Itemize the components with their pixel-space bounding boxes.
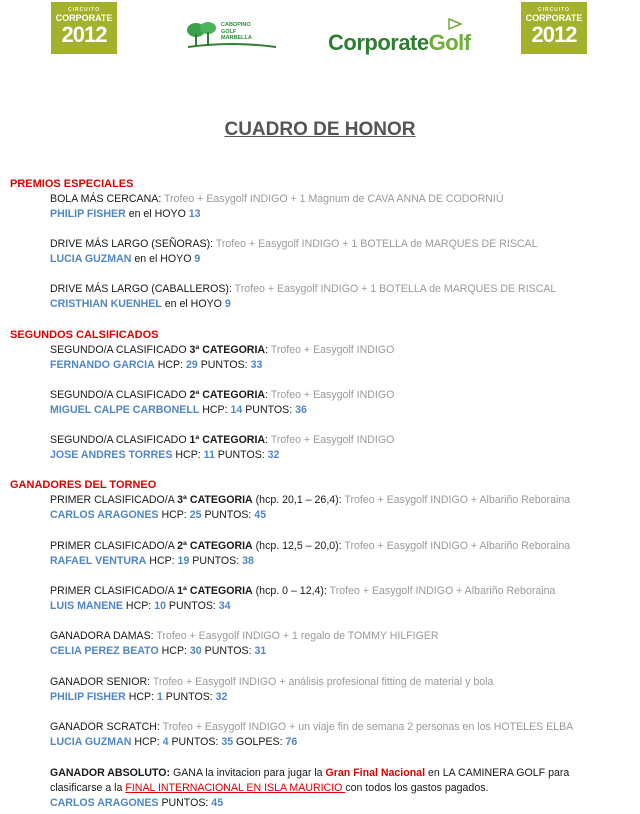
segundo-2-winner-line: MIGUEL CALPE CARBONELL HCP: 14 PUNTOS: 36 — [50, 404, 307, 416]
badge-small-text: CIRCUITO — [67, 7, 101, 13]
drive-senoras-prize-line: DRIVE MÁS LARGO (SEÑORAS): Trofeo + Easygolf INDIGO + 1 BOTELLA de MARQUES DE RISCAL — [50, 238, 538, 250]
absoluto-line-1: GANADOR ABSOLUTO: GANA la invitacion para jugar la Gran Final Nacional en LA CAMINERA GOLF para — [50, 767, 570, 779]
bola-winner-line: PHILIP FISHER en el HOYO 13 — [50, 208, 201, 220]
drive-caballeros-winner-line: CRISTHIAN KUENHEL en el HOYO 9 — [50, 298, 231, 310]
section-heading-ganadores: GANADORES DEL TORNEO — [10, 479, 157, 491]
absoluto-winner-line: CARLOS ARAGONES PUNTOS: 45 — [50, 797, 224, 809]
final-internacional-link[interactable]: FINAL INTERNACIONAL EN ISLA MAURICIO — [125, 782, 346, 794]
segundo-1-winner-line: JOSE ANDRES TORRES HCP: 11 PUNTOS: 32 — [50, 449, 280, 461]
segundo-1-prize-line: SEGUNDO/A CLASIFICADO 1ª CATEGORIA: Trofeo + Easygolf INDIGO — [50, 434, 395, 446]
page-title: CUADRO DE HONOR — [224, 119, 416, 140]
segundo-2-prize-line: SEGUNDO/A CLASIFICADO 2ª CATEGORIA: Trofeo + Easygolf INDIGO — [50, 389, 395, 401]
absoluto-line-2: clasificarse a la FINAL INTERNACIONAL EN ISLA MAURICIO con todos los gastos pagados. — [50, 782, 489, 794]
club-name-text: CABOPINO GOLF MARBELLA — [221, 22, 252, 41]
drive-senoras-winner-line: LUCIA GUZMAN en el HOYO 9 — [50, 253, 201, 265]
primer-1-prize-line: PRIMER CLASIFICADO/A 1ª CATEGORIA (hcp. 0 – 12,4): Trofeo + Easygolf INDIGO + Albariño Reboraina — [50, 585, 556, 597]
corporate-2012-badge-right: CIRCUITO CORPORATE 2012 — [521, 2, 587, 54]
primer-3-prize-line: PRIMER CLASIFICADO/A 3ª CATEGORIA (hcp. 20,1 – 26,4): Trofeo + Easygolf INDIGO + Albariño Reboraina — [50, 494, 571, 506]
badge-year-text: 2012 — [61, 22, 107, 47]
bola-prize-line: BOLA MÁS CERCANA: Trofeo + Easygolf INDIGO + 1 Magnum de CAVA ANNA DE CODORNIÚ — [50, 193, 504, 205]
primer-3-winner-line: CARLOS ARAGONES HCP: 25 PUNTOS: 45 — [50, 509, 267, 521]
primer-2-prize-line: PRIMER CLASIFICADO/A 2ª CATEGORIA (hcp. 12,5 – 20,0): Trofeo + Easygolf INDIGO + Albariño Reboraina — [50, 540, 571, 552]
corporate-2012-badge-left — [51, 2, 117, 54]
drive-caballeros-prize-line: DRIVE MÁS LARGO (CABALLEROS): Trofeo + Easygolf INDIGO + 1 BOTELLA de MARQUES DE RISCAL — [50, 283, 557, 295]
badge-mid-text: CORPORATE — [55, 13, 113, 23]
primer-1-winner-line: LUIS MANENE HCP: 10 PUNTOS: 34 — [50, 600, 231, 612]
flag-icon — [448, 18, 462, 34]
scratch-winner-line: LUCIA GUZMAN HCP: 4 PUNTOS: 35 GOLPES: 76 — [50, 736, 298, 748]
damas-prize-line: GANADORA DAMAS: Trofeo + Easygolf INDIGO + 1 regalo de TOMMY HILFIGER — [50, 630, 439, 642]
senior-prize-line: GANADOR SENIOR: Trofeo + Easygolf INDIGO + análisis profesional fitting de material y bola — [50, 676, 494, 688]
scratch-prize-line: GANADOR SCRATCH: Trofeo + Easygolf INDIGO + un viaje fin de semana 2 personas en los HOTELES ELBA — [50, 721, 574, 733]
senior-winner-line: PHILIP FISHER HCP: 1 PUNTOS: 32 — [50, 691, 228, 703]
primer-2-winner-line: RAFAEL VENTURA HCP: 19 PUNTOS: 38 — [50, 555, 254, 567]
segundo-3-winner-line: FERNANDO GARCIA HCP: 29 PUNTOS: 33 — [50, 359, 263, 371]
section-heading-segundos: SEGUNDOS CALSIFICADOS — [10, 329, 159, 341]
section-heading-premios: PREMIOS ESPECIALES — [10, 178, 134, 190]
damas-winner-line: CELIA PEREZ BEATO HCP: 30 PUNTOS: 31 — [50, 645, 267, 657]
segundo-3-prize-line: SEGUNDO/A CLASIFICADO 3ª CATEGORIA: Trofeo + Easygolf INDIGO — [50, 344, 395, 356]
corporate-golf-logo: CorporateGolf — [328, 18, 468, 58]
